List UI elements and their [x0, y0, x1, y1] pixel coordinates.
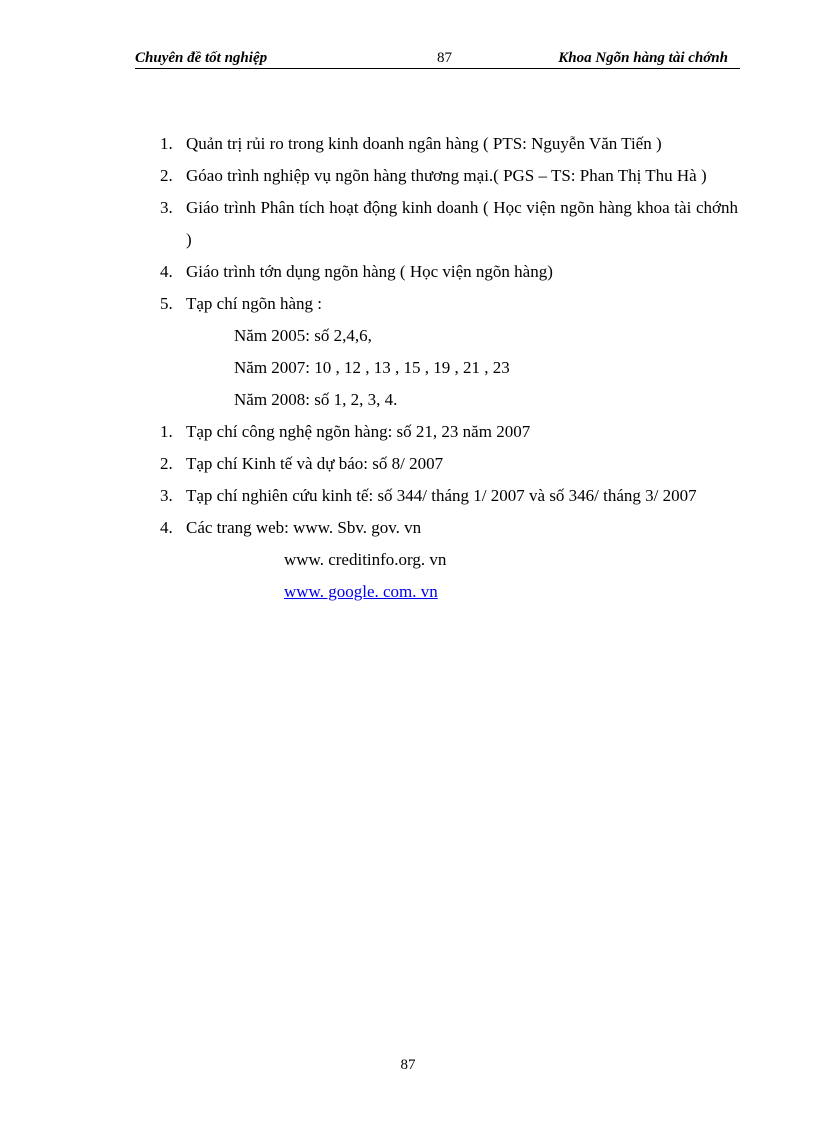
item-number: 4. [160, 518, 173, 537]
list-item [160, 512, 738, 544]
item-text: Tạp chí nghiên cứu kinh tế: số 344/ tháng 1/ 2007 và số 346/ tháng 3/ 2007 [186, 486, 697, 505]
item-number: 2. [160, 166, 173, 185]
item-text: Tạp chí ngõn hàng : [186, 294, 322, 313]
item-text: Các trang web: www. Sbv. gov. vn [186, 518, 422, 537]
list-item [160, 288, 738, 320]
item-number: 1. [160, 422, 173, 441]
header-right-title: Khoa Ngõn hàng tài chớnh [558, 50, 728, 66]
item-number: 2. [160, 454, 173, 473]
item-text: Tạp chí công nghệ ngõn hàng: số 21, 23 năm 2007 [186, 422, 531, 441]
item-number: 5. [160, 294, 173, 313]
list-item [160, 448, 738, 480]
magazine-issue: Năm 2007: 10 , 12 , 13 , 15 , 19 , 21 , 23 [234, 358, 510, 377]
list-item [160, 256, 738, 288]
item-text: Góao trình nghiệp vụ ngõn hàng thương mại.( PGS – TS: Phan Thị Thu Hà ) [186, 166, 707, 185]
header-page-number: 87 [437, 50, 452, 66]
item-text: Tạp chí Kinh tế và dự báo: số 8/ 2007 [186, 454, 444, 473]
item-number: 3. [160, 198, 173, 217]
item-text: Quản trị rủi ro trong kinh doanh ngân hàng ( PTS: Nguyễn Văn Tiến ) [186, 134, 662, 153]
item-number: 3. [160, 486, 173, 505]
website-entry: www. creditinfo.org. vn [284, 550, 447, 569]
magazine-issue: Năm 2005: số 2,4,6, [234, 326, 372, 345]
list-item [160, 416, 738, 448]
magazine-issue: Năm 2008: số 1, 2, 3, 4. [234, 390, 398, 409]
list-item [160, 192, 738, 256]
reference-list [160, 128, 738, 608]
item-text: Giáo trình Phân tích hoạt động kinh doanh ( Học viện ngõn hàng khoa tài chớnh ) [186, 198, 738, 249]
list-item [160, 128, 738, 160]
item-text: Giáo trình tớn dụng ngõn hàng ( Học viện ngõn hàng) [186, 262, 553, 281]
header-left-title: Chuyên đề tốt nghiệp [135, 50, 268, 66]
website-link[interactable]: www. google. com. vn [284, 582, 438, 601]
item-number: 1. [160, 134, 173, 153]
item-number: 4. [160, 262, 173, 281]
footer-page-number: 87 [400, 1057, 416, 1073]
page-header [135, 48, 740, 69]
list-item [160, 480, 738, 512]
list-item [160, 160, 738, 192]
